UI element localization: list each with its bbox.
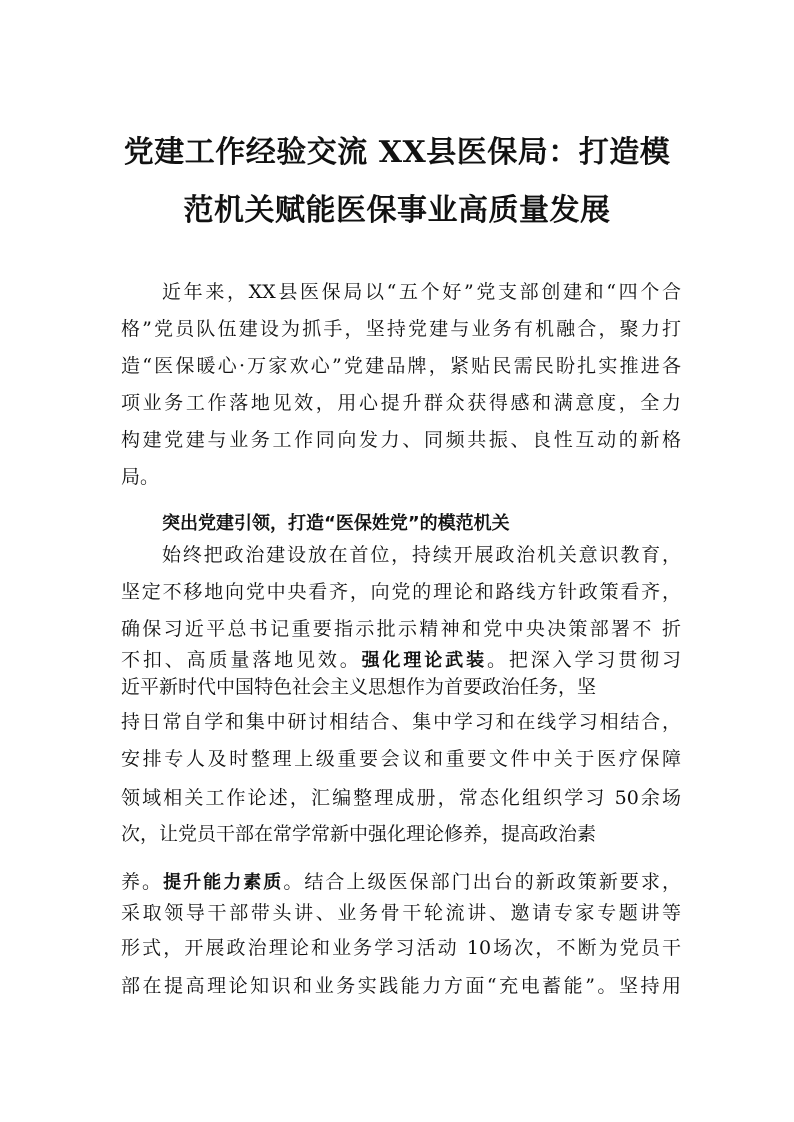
- body-line: 确保习近平总书记重要指示批示精神和党中央决策部署不 折: [121, 618, 681, 640]
- document-title-line-2: 范机关赋能医保事业高质量发展: [183, 193, 611, 228]
- body-line: 持日常自学和集中研讨相结合、集中学习和在线学习相结合，: [121, 711, 681, 733]
- body-line: 形式，开展政治理论和业务学习活动 10场次，不断为党员干: [121, 937, 681, 959]
- body-text: 不扣、高质量落地见效。: [121, 649, 362, 671]
- body-line: 近平新时代中国特色社会主义思想作为首要政治任务，坚: [121, 676, 597, 698]
- intro-line: 近年来，XX县医保局以“五个好”党支部创建和“四个合: [162, 281, 681, 303]
- body-line: 安排专人及时整理上级重要会议和重要文件中关于医疗保障: [121, 748, 681, 770]
- body-text: 。把深入学习贯彻习: [486, 649, 681, 671]
- intro-line: 格”党员队伍建设为抓手，坚持党建与业务有机融合，聚力打: [121, 318, 681, 340]
- intro-line: 局。: [121, 466, 160, 488]
- body-line: [121, 870, 681, 895]
- body-line: 次，让党员干部在常学常新中强化理论修养，提高政治素: [121, 823, 597, 845]
- body-line: 始终把政治建设放在首位，持续开展政治机关意识教育，: [162, 544, 681, 566]
- body-text: 。结合上级医保部门出台的新政策新要求，: [283, 871, 681, 893]
- intro-line: 构建党建与业务工作同向发力、同频共振、良性互动的新格: [121, 429, 681, 451]
- intro-line: 造“医保暖心·万家欢心”党建品牌，紧贴民需民盼扎实推进各: [121, 355, 681, 377]
- body-line: 领域相关工作论述，汇编整理成册，常态化组织学习 50余场: [121, 787, 681, 809]
- section-heading: 突出党建引领，打造“医保姓党”的模范机关: [162, 513, 510, 534]
- bold-keyword: 提升能力素质: [163, 872, 284, 893]
- body-line: [121, 648, 681, 673]
- body-text: 养。: [121, 871, 164, 893]
- bold-keyword: 强化理论武装: [361, 650, 487, 671]
- body-line: 采取领导干部带头讲、业务骨干轮流讲、邀请专家专题讲等: [121, 902, 681, 924]
- document-title-line-1: 党建工作经验交流 XX县医保局：打造模: [123, 135, 671, 170]
- body-line: 坚定不移地向党中央看齐，向党的理论和路线方针政策看齐，: [121, 581, 681, 603]
- intro-line: 项业务工作落地见效，用心提升群众获得感和满意度，全力: [121, 392, 681, 414]
- body-line: 部在提高理论知识和业务实践能力方面“充电蓄能”。坚持用: [121, 975, 681, 997]
